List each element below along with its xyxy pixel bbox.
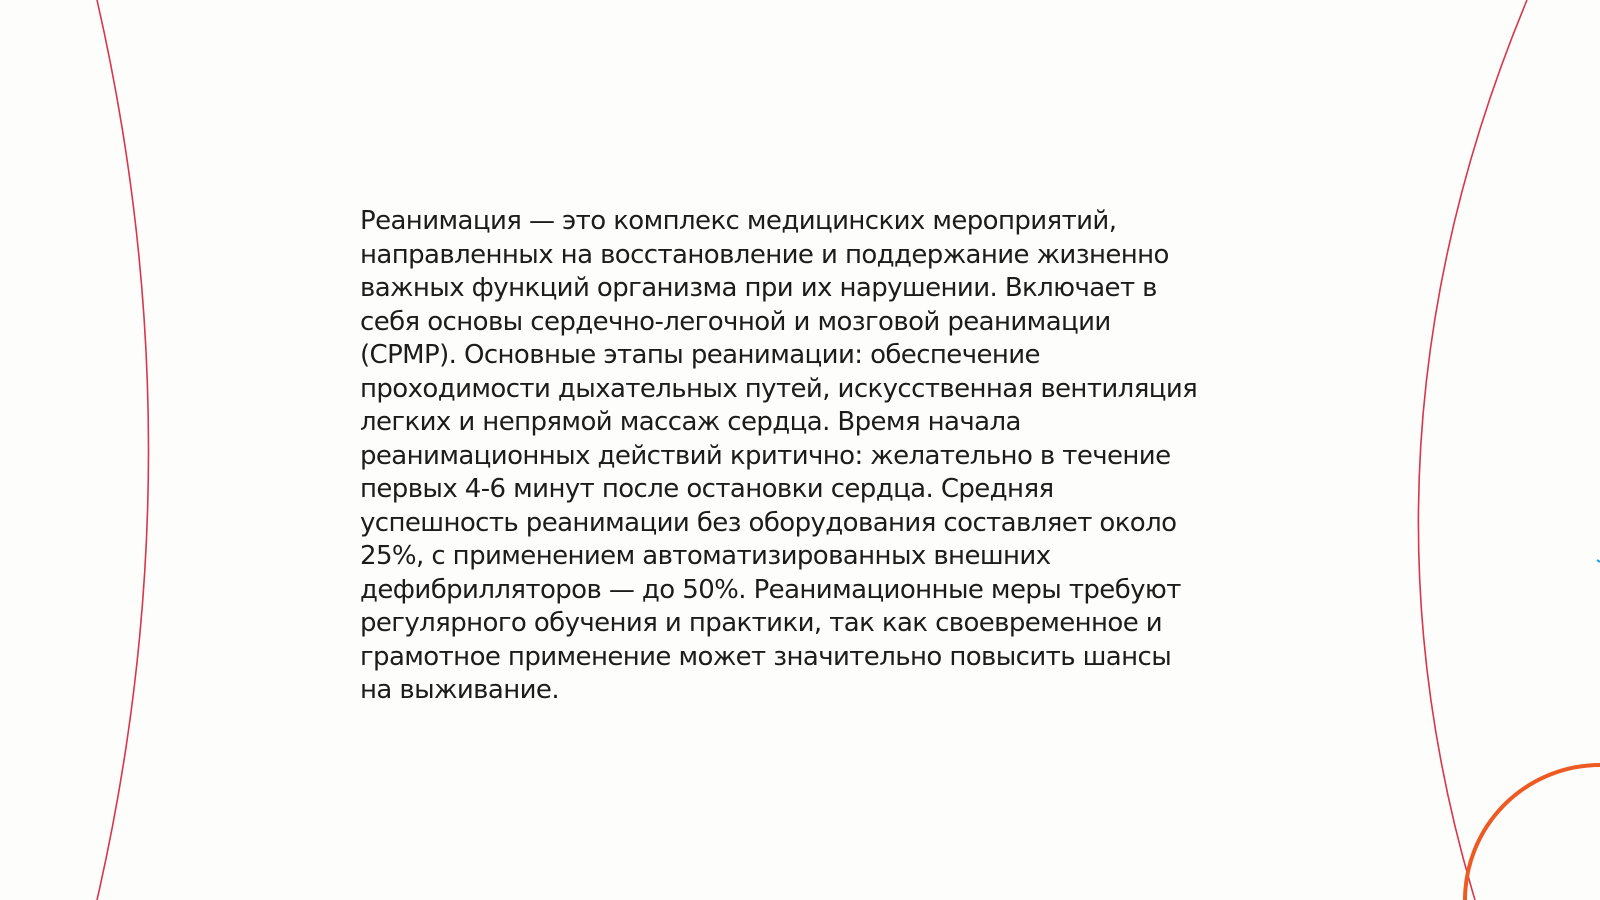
slide-body-text: Реанимация — это комплекс медицинских мероприятий, направленных на восстановление и поддержание жизненно важных функций организма при их нарушении. Включает в себя основы сердечно-легочной и мозговой реанимации (СРМР). Основные этапы реанимации: обеспечение проходимости дыхательных путей, искусственная вентиляция легких и непрямой массаж сердца. Время начала реанимационных действий критично: желательно в течение первых 4-6 минут после остановки сердца. Средняя успешность реанимации без оборудования составляет около 25%, с применением автоматизированных внешних дефибрилляторов — до 50%. Реанимационные меры требуют регулярного обучения и практики, так как своевременное и грамотное применение может значительно повысить шансы на выживание.: [360, 206, 1198, 705]
accent-circle: [1465, 765, 1600, 900]
left-curve-line: [97, 0, 149, 900]
right-curve-line: [1418, 0, 1527, 900]
